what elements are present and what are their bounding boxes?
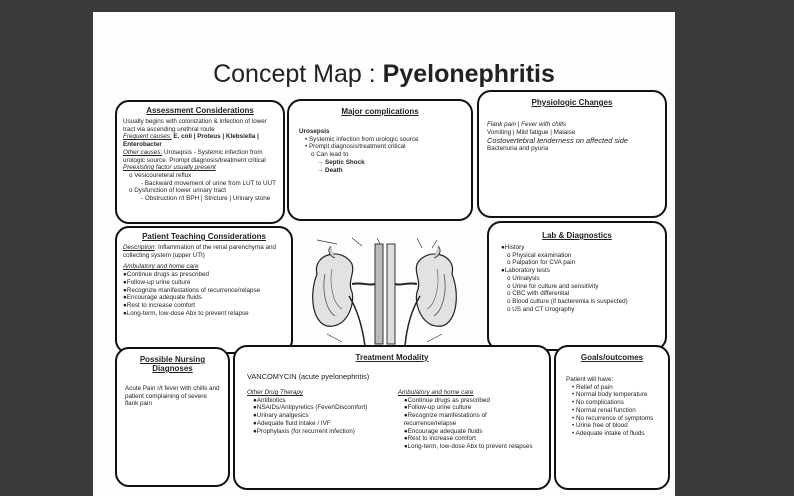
nursing-text: Acute Pain r/t fever with chills and patient complaining of severe flank pain: [125, 385, 220, 408]
goals-item: • No recurrence of symptoms: [572, 414, 654, 422]
teaching-item: ●Continue drugs as prescribed: [123, 271, 210, 279]
assessment-line1: Usually begins with colonization & infection of lower tract via ascending urethral route: [123, 118, 267, 133]
treatment-other-item: ●Adequate fluid intake / IVF: [253, 419, 331, 427]
title-main: Pyelonephritis: [382, 60, 555, 88]
teaching-item: ●Rest to increase comfort: [123, 301, 196, 309]
physiologic-line4: Bacteriuria and pyuria: [487, 145, 549, 153]
treatment-ambulatory-item: ●Recognize manifestations of recurrence/relapse: [403, 412, 487, 427]
assessment-frequent: Frequent causes: E. coli | Proteus | Klebsiella | Enterobacter: [123, 133, 259, 149]
lab-history: ●History: [501, 244, 525, 251]
lab-heading: Lab & Diagnostics: [542, 231, 612, 240]
complications-result-death: → Death: [317, 166, 343, 174]
goals-item: • Urine free of blood: [572, 422, 628, 430]
lab-item: o Blood culture (if bacteremia is suspected): [507, 297, 628, 305]
teaching-item: ●Long-term, low-dose Abx to prevent relapse: [123, 309, 249, 317]
teaching-item: ●Recognize manifestations of recurrence/relapse: [123, 286, 261, 294]
page-title: [93, 60, 675, 89]
complications-urosepsis: Urosepsis: [299, 128, 330, 135]
treatment-other-item: ●Antibiotics: [253, 396, 286, 404]
assessment-item1a: - Backward movement of urine from LUT to UUT: [141, 179, 276, 187]
treatment-other-item: ●Prophylaxis (for recurrent infection): [253, 427, 355, 435]
complications-item: • Systemic infection from urologic source: [305, 135, 419, 143]
complications-box: [287, 99, 473, 221]
goals-heading: Goals/outcomes: [580, 353, 644, 362]
lab-tests: ●Laboratory tests: [501, 267, 550, 275]
treatment-other-column: [247, 389, 386, 451]
complications-heading: Major complications: [341, 107, 419, 116]
lab-item: o Urinalysis: [507, 274, 540, 282]
lab-item: o CBC with differential: [507, 290, 570, 298]
teaching-box: [115, 226, 293, 354]
nursing-box: [115, 347, 230, 487]
teaching-description: Description: Inflammation of the renal parenchyma and collecting system (upper UTI): [123, 244, 276, 259]
goals-box: [554, 345, 670, 490]
assessment-item2: o Dysfunction of lower urinary tract: [129, 187, 226, 195]
goals-item: • Normal body temperature: [572, 391, 648, 399]
goals-item: • Normal renal function: [572, 406, 636, 414]
title-prefix: Concept Map :: [213, 60, 376, 88]
lab-box: [487, 221, 667, 351]
treatment-other-item: ●NSAIDs/Antipyretics (Fever\Discomfort): [253, 404, 368, 412]
treatment-ambulatory-item: ●Long-term, low-dose Abx to prevent relapses: [403, 442, 533, 450]
physiologic-box: [477, 90, 667, 218]
treatment-ambulatory-item: ●Follow-up urine culture: [403, 404, 472, 412]
assessment-item2a: - Obstruction r/t BPH | Stricture | Urinary stone: [141, 195, 271, 203]
complications-result-shock: → Septic Shock: [317, 158, 365, 166]
assessment-box: [115, 100, 285, 224]
lab-item: o US and CT Urography: [507, 305, 575, 313]
treatment-other-label: Other Drug Therapy: [247, 389, 303, 396]
treatment-ambulatory-item: ●Encourage adequate fluids: [403, 427, 483, 435]
treatment-drug: VANCOMYCIN (acute pyelonephritis): [247, 372, 370, 381]
physiologic-heading: Physiologic Changes: [531, 98, 613, 107]
treatment-other-item: ●Urinary analgesics: [253, 412, 309, 420]
teaching-heading: Patient Teaching Considerations: [142, 232, 266, 241]
teaching-ambulatory-label: Ambulatory and home care: [123, 263, 199, 271]
kidney-diagram: [307, 234, 462, 352]
complications-lead: o Can lead to: [311, 151, 349, 159]
lab-item: o Physical examination: [507, 251, 572, 259]
assessment-heading: Assessment Considerations: [146, 106, 254, 115]
goals-intro: Patient will have:: [566, 376, 614, 383]
physiologic-line3: Costovertebral tenderness on affected side: [487, 136, 628, 146]
treatment-heading: Treatment Modality: [355, 353, 429, 362]
teaching-item: ●Encourage adequate fluids: [123, 294, 202, 302]
treatment-ambulatory-item: ●Rest to increase comfort: [403, 435, 476, 443]
lab-item: o Palpation for CVA pain: [507, 259, 576, 267]
nursing-heading: Possible Nursing Diagnoses: [139, 355, 206, 373]
treatment-box: [233, 345, 551, 490]
complications-item: • Prompt diagnosis/treatment critical: [305, 143, 406, 151]
concept-map-page: [93, 12, 675, 496]
kidney-illustration: [307, 234, 462, 352]
goals-item: • Relief of pain: [572, 383, 613, 391]
assessment-item1: o Vesicoureteral reflux: [129, 171, 192, 179]
goals-item: • Adequate intake of fluids: [572, 429, 645, 437]
treatment-ambulatory-column: [398, 389, 537, 451]
goals-item: • No complications: [572, 399, 624, 407]
teaching-item: ●Follow-up urine culture: [123, 278, 191, 286]
physiologic-line1: Flank pain | Fever with chills: [487, 121, 566, 128]
assessment-predisposing: Preexisting factor usually present: [123, 164, 216, 172]
physiologic-line2: Vomiting | Mild fatigue | Malaise: [487, 128, 576, 136]
treatment-ambulatory-label: Ambulatory and home care: [397, 389, 474, 396]
assessment-other: Other causes: Urosepsis - Systemic infection from urologic source. Prompt diagnosis/treatment critical: [123, 148, 266, 164]
lab-item: o Urine for culture and sensitivity: [507, 282, 599, 290]
treatment-ambulatory-item: ●Continue drugs as prescribed: [403, 396, 490, 404]
